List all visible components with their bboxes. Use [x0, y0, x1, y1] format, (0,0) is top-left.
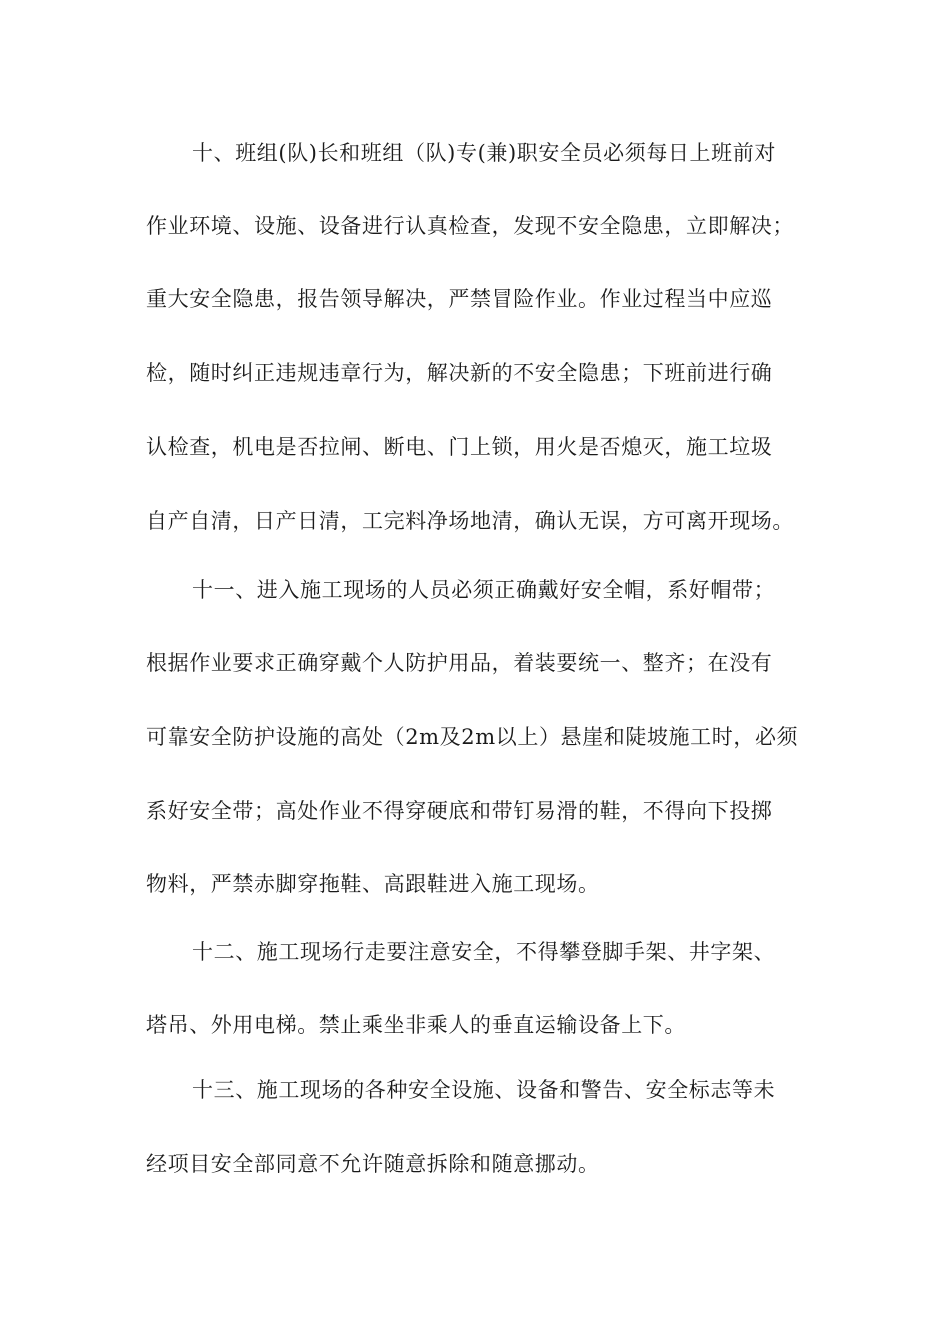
- paragraph-10-line-6: 自产自清，日产日清，工完料净场地清，确认无误，方可离开现场。: [146, 509, 794, 533]
- paragraph-13-line-1: 十三、施工现场的各种安全设施、设备和警告、安全标志等未: [192, 1078, 776, 1102]
- paragraph-12-line-1: 十二、施工现场行走要注意安全，不得攀登脚手架、井字架、: [192, 940, 776, 964]
- paragraph-10-line-1: 十、班组(队)长和班组（队)专(兼)职安全员必须每日上班前对: [192, 141, 776, 165]
- paragraph-10-line-2: 作业环境、设施、设备进行认真检查，发现不安全隐患，立即解决；: [146, 214, 794, 238]
- paragraph-10-line-4: 检，随时纠正违规违章行为，解决新的不安全隐患；下班前进行确: [146, 361, 773, 385]
- paragraph-10-line-3: 重大安全隐患，报告领导解决，严禁冒险作业。作业过程当中应巡: [146, 287, 773, 311]
- paragraph-11-line-3: 可靠安全防护设施的高处（2m及2m以上）悬崖和陡坡施工时，必须: [146, 725, 799, 749]
- paragraph-10-line-5: 认检查，机电是否拉闸、断电、门上锁，用火是否熄灭，施工垃圾: [146, 435, 773, 459]
- paragraph-12-line-2: 塔吊、外用电梯。禁止乘坐非乘人的垂直运输设备上下。: [146, 1013, 686, 1037]
- paragraph-11-line-1: 十一、进入施工现场的人员必须正确戴好安全帽，系好帽带；: [192, 578, 776, 602]
- paragraph-11-line-5: 物料，严禁赤脚穿拖鞋、高跟鞋进入施工现场。: [146, 872, 600, 896]
- paragraph-11-line-2: 根据作业要求正确穿戴个人防护用品，着装要统一、整齐；在没有: [146, 651, 773, 675]
- paragraph-11-line-4: 系好安全带；高处作业不得穿硬底和带钉易滑的鞋，不得向下投掷: [146, 799, 773, 823]
- paragraph-13-line-2: 经项目安全部同意不允许随意拆除和随意挪动。: [146, 1152, 600, 1176]
